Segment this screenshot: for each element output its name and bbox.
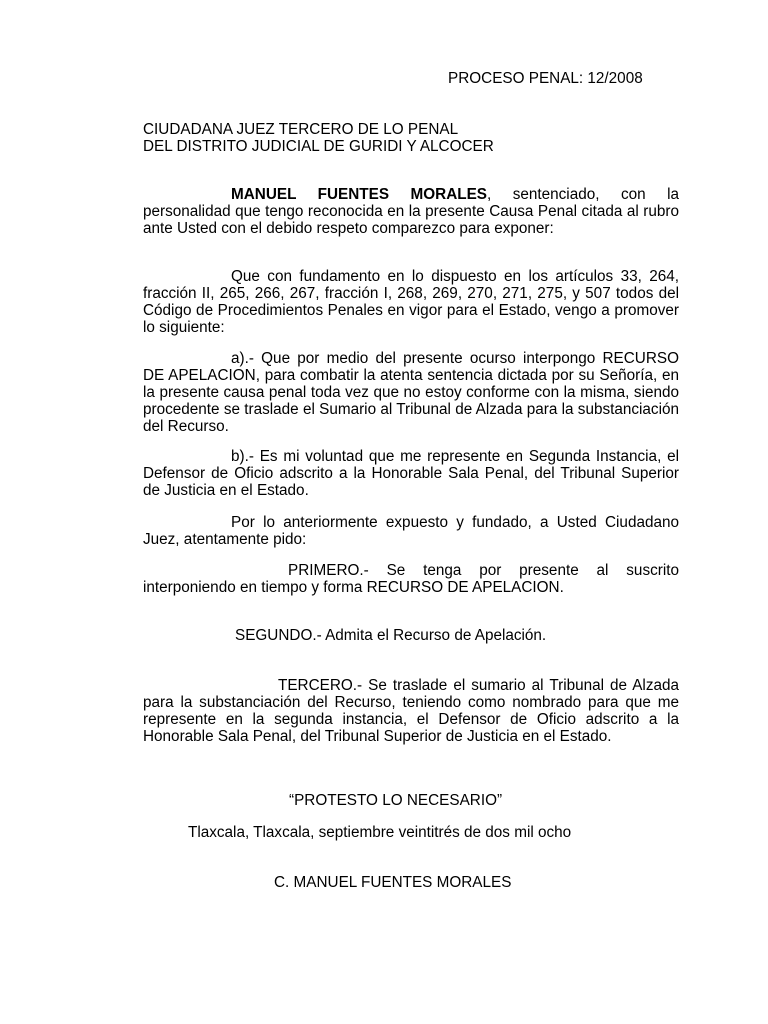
petition-a-paragraph: a).- Que por medio del presente ocurso interpongo RECURSO DE APELACION, para combatir la atenta sentencia dictada por su Señoría, en la presente causa penal toda vez que no estoy conforme con la misma, siendo procedente se traslade el Sumario al Tribunal de Alzada para la substanciación del Recurso. xyxy=(143,350,679,435)
intro-name: MANUEL FUENTES MORALES xyxy=(231,186,487,203)
protesto-line: “PROTESTO LO NECESARIO” xyxy=(289,792,503,809)
case-header: PROCESO PENAL: 12/2008 xyxy=(448,70,643,87)
segundo-text: - Admita el Recurso de Apelación. xyxy=(316,627,547,644)
tercero-text: - Se traslade el sumario al Tribunal de Alzada para la substanciación del Recurso, teniendo como nombrado para que me represente en la segunda instancia, el Defensor de Oficio adscrito a la Honorable Sala Penal, del Tribunal Superior de Justicia en el Estado. xyxy=(143,677,679,745)
primero-text: - Se tenga por presente al suscrito interponiendo en tiempo y forma RECURSO DE APELACION. xyxy=(143,562,679,596)
tercero-label: TERCERO. xyxy=(278,677,358,694)
tercero-paragraph xyxy=(143,677,679,745)
fundamento-paragraph: Que con fundamento en lo dispuesto en los artículos 33, 264, fracción II, 265, 266, 267, fracción I, 268, 269, 270, 271, 275, y 507 todos del Código de Procedimientos Penales en vigor para el Estado, vengo a promover lo siguiente: xyxy=(143,268,679,336)
primero-label: PRIMERO. xyxy=(288,562,364,579)
petition-b-paragraph: b).- Es mi voluntad que me represente en Segunda Instancia, el Defensor de Oficio adscrito a la Honorable Sala Penal, del Tribunal Superior de Justicia en el Estado. xyxy=(143,448,679,499)
segundo-paragraph xyxy=(235,627,546,644)
place-date-line: Tlaxcala, Tlaxcala, septiembre veintitrés de dos mil ocho xyxy=(188,824,572,841)
addressee-line-1: CIUDADANA JUEZ TERCERO DE LO PENAL xyxy=(143,121,459,138)
segundo-label: SEGUNDO. xyxy=(235,627,317,644)
signature-name: C. MANUEL FUENTES MORALES xyxy=(274,874,512,891)
addressee-line-2: DEL DISTRITO JUDICIAL DE GURIDI Y ALCOCER xyxy=(143,138,494,155)
primero-paragraph xyxy=(143,562,679,596)
intro-text: , sentenciado, con la personalidad que tengo reconocida en la presente Causa Penal citada al rubro ante Usted con el debido respeto comparezco para exponer: xyxy=(143,186,680,237)
expuesto-paragraph: Por lo anteriormente expuesto y fundado, a Usted Ciudadano Juez, atentamente pido: xyxy=(143,514,679,548)
intro-paragraph xyxy=(143,186,679,237)
